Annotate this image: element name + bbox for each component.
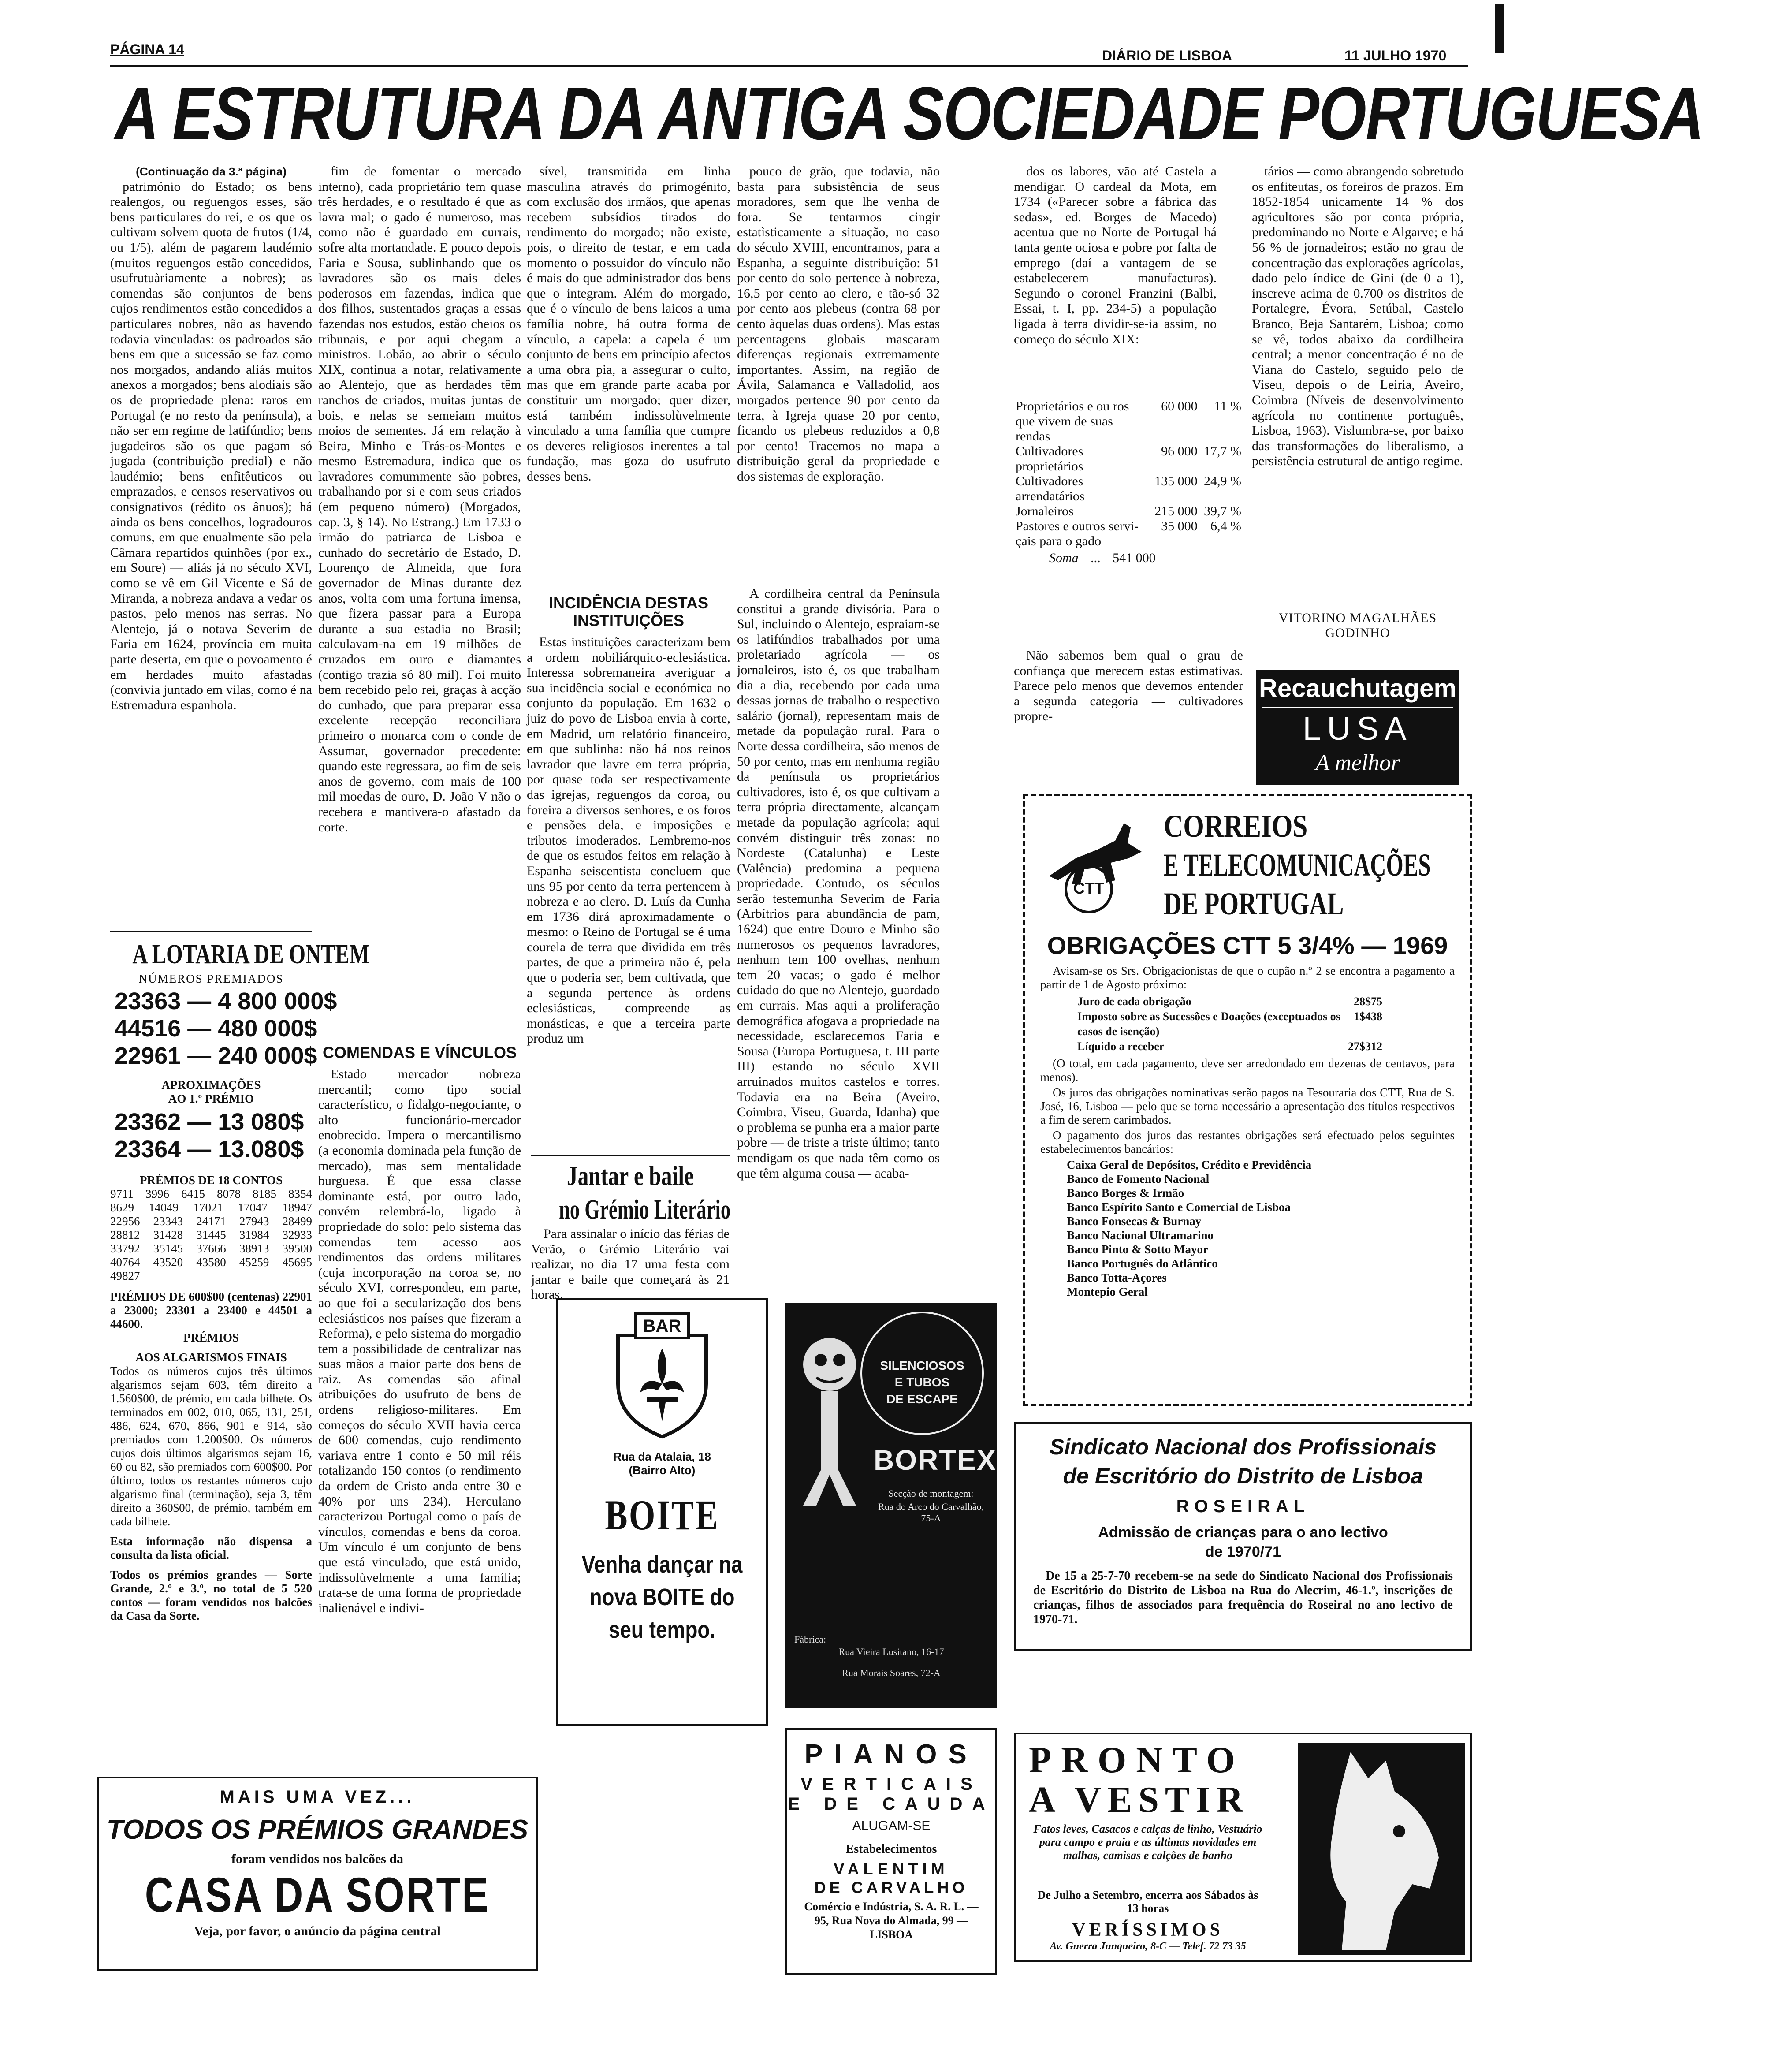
ctt-banks-list: [1067, 1158, 1455, 1299]
pronto-text: Fatos leves, Casacos e calças de linho, Vestuário para campo e praia e as últimas novidades em malhas, camisas e calções de banho: [1033, 1822, 1262, 1862]
ad-slogan: A melhor: [1315, 750, 1400, 775]
article-text: dos os labores, vão até Castela a mendigar. O cardeal da Mota, em 1734 («Parecer sobre a fábrica das sedas», ed. Borges de Macedo) acentua que no Norte de Portugal há tanta gente ociosa e pobre por falta de emprego (daí a vantagem de se estabelecerem manufacturas). Segundo o coronel Franzini (Balbi, Essai, t. I, pp. 234-5) a população ligada à terra dividir-se-ia assim, no começo do século XIX:: [1014, 164, 1217, 347]
bank-item: Banco Espírito Santo e Comercial de Lisboa: [1067, 1200, 1291, 1214]
ctt-row-label: Imposto sobre as Sucessões e Doações (exceptuados os casos de isenção): [1077, 1010, 1340, 1038]
page-number: PÁGINA 14: [110, 41, 184, 57]
bortex-fabrica-label: Fábrica:: [794, 1634, 826, 1645]
approx-list: [110, 1108, 312, 1163]
lottery-number: 23364: [115, 1136, 181, 1163]
sindicato-title-2: de Escritório do Distrito de Lisboa: [1063, 1464, 1423, 1488]
prizes600: PRÉMIOS DE 600$00 (centenas) 22901 a 23000; 23301 a 23400 e 44501 a 44600.: [110, 1290, 312, 1330]
casa-line-2: TODOS OS PRÉMIOS GRANDES: [106, 1815, 529, 1845]
table-cell-label: Cultivadores proprietários: [1016, 444, 1083, 473]
ctt-table-row: [1076, 1009, 1384, 1039]
casa-brand: CASA DA SORTE: [145, 1868, 490, 1922]
casa-line: MAIS UMA VEZ...: [220, 1787, 415, 1807]
lottery-number: 23362: [115, 1109, 181, 1135]
pianos-line-4: ALUGAM-SE: [852, 1819, 931, 1833]
pronto-address: Av. Guerra Junqueiro, 8-C — Telef. 72 73 35: [1050, 1941, 1246, 1952]
sindicato-body: De 15 a 25-7-70 recebem-se na sede do Sindicato Nacional dos Profissionais de Escritório do Distrito de Lisboa na Rua do Alecrim, 46-1.º, inscrições de crianças, filhos de associados para frequência do Roseiral no ano lectivo de 1970-71.: [1033, 1569, 1453, 1626]
article-col-1: [110, 164, 312, 922]
newspaper-name: DIÁRIO DE LISBOA: [1102, 48, 1232, 63]
badge-line: SILENCIOSOS: [880, 1359, 964, 1372]
headline-wrap: [115, 71, 1772, 163]
pronto-a-vestir-ad: [1014, 1733, 1472, 1962]
article-col-2b: [318, 1036, 521, 1711]
casa-line-3: foram vendidos nos balcões da: [231, 1852, 404, 1866]
table-cell-pct: 39,7 %: [1204, 504, 1241, 518]
algar-text: Todos os números cujos três últimos algarismos sejam 603, têm direito a 1.560$00, de prémio, em cada bilhete. Os terminados em 002, 010, 065, 131, 251, 486, 624, 670, 866, 901 e 914, são premiados com 1.200$00. Os números cujos dois últimos algarismos sejam 16, 60 ou 82, são premiados com 600$00. Por último, todos os restantes números cujo algarismo final (terminação), seja 3, têm direito a 360$00, de prémio, também em cada bilhete.: [110, 1364, 312, 1528]
ctt-title-block: [1164, 807, 1545, 923]
lottery-prize: 240 000$: [218, 1043, 317, 1069]
ctt-payment-table: [1076, 994, 1384, 1054]
ctt-title-3: DE PORTUGAL: [1164, 886, 1344, 921]
jantar-body: Para assinalar o início das férias de Verão, o Grémio Literário vai realizar, no dia 17 uma festa com jantar e baile que começará às 21 horas.: [531, 1226, 730, 1302]
bank-item: Banco Nacional Ultramarino: [1067, 1229, 1214, 1242]
rule: [110, 931, 312, 932]
ad-line: Recauchutagem: [1258, 674, 1457, 703]
bar-address-2: (Bairro Alto): [629, 1464, 696, 1477]
article-text: pouco de grão, que todavia, não basta para subsistência de seus moradores, sem que lhe venha de fora. Se tentarmos cingir estatìsticamente a situação, no caso do século XVIII, encontramos, para a Espanha, a seguinte distribuição: 51 por cento do solo pertence à nobreza, 16,5 por cento ao clero, e tão-só 32 por cento aos plebeus (contra 68 por cento àquelas duas ordens). Mas estas percentagens globais mascaram diferenças regionais extremamente importantes. Assim, na região de Ávila, Salamanca e Valladolid, aos morgados pertence 90 por cento da terra, à Igreja quase 20 por cento, ficando os plebeus reduzidos a 0,8 por cento! Tracemos no mapa a distribuição geral da propriedade e dos sistemas de exploração.: [737, 164, 940, 484]
ctt-p1: (O total, em cada pagamento, deve ser arredondado em dezenas de centavos, para menos).: [1040, 1057, 1455, 1084]
article-text: fim de fomentar o mercado interno), cada proprietário tem quase três herdades, e o resultado é que as lavra mal; o gado é numeroso, mas como não é guardado em currais, sofre alta mortandade. E pouco depois Faria e Sousa, sublinhando que os lavradores são os mais deles poderosos em fazendas, indica que dos filhos, sustentados graças a essas fazendas nos estudos, estão cheios os tribunais, e por aqui chegam a ministros. Lobão, ao abrir o século XIX, continua a notar, relativamente ao Alentejo, que as herdades têm ranchos de criados, muitas juntas de bois, e nelas se semeiam muitos moios de sementes. Já em relação à Beira, Minho e Trás-os-Montes e mesmo Estremadura, indica que os lavradores comummente são pobres, trabalhando por si e com seus criados (em pequeno número) (Morgados, cap. 3, § 14). No Estrang.) Em 1733 o irmão do patriarca de Lisboa e cunhado do secretário de Estado, D. Lourenço de Almeida, que fora governador de Minas durante dez anos, volta com uma fortuna imensa, que fizera passar para a Europa durante a sua estadia no Brasil; calculavam-na em 19 milhões de cruzados em ouro e diamantes (contigo trazia só 80 mil). Foi muito bem recebido pelo rei, graças à acção do cunhado, que para preparar essa excelente recepção reconciliara primeiro o monarca com o conde de Assumar, governador precedente: quando este regressara, ao fim de seis anos de governo, com mais de 100 mil moedas de ouro, D. João V não o recebera e mantivera-o afastado da corte.: [318, 164, 521, 835]
article-col-3: [527, 164, 730, 587]
ctt-table-row: [1076, 1039, 1384, 1054]
bank-item: Banco Pinto & Sotto Mayor: [1067, 1243, 1208, 1256]
ctt-p2: Os juros das obrigações nominativas serão pagos na Tesouraria dos CTT, Rua de S. José, 16, Lisboa — pelo que se torna necessário a apresentação dos títulos respectivos a fim de serem carimbados.: [1040, 1086, 1455, 1126]
lottery-prize: 13 080$: [218, 1109, 304, 1135]
bar-sign: BAR: [643, 1316, 681, 1336]
bortex-footer: [785, 1567, 997, 1708]
table-cell-label: Proprietários e ou ros que vivem de suas rendas: [1016, 399, 1129, 443]
bortex-trucks: [794, 1580, 988, 1633]
pronto-addr: Av. Guerra Junqueiro, 8-C: [1050, 1941, 1167, 1952]
table-cell-value: 215 000: [1154, 504, 1198, 518]
section-heading: COMENDAS E VÍNCULOS: [322, 1043, 517, 1062]
casa-da-sorte-ad: [97, 1777, 538, 1971]
header-rule: [110, 65, 1468, 67]
bank-item: Banco de Fomento Nacional: [1067, 1172, 1210, 1185]
article-col-3b: [527, 586, 730, 1151]
pianos-line-6: VALENTIM: [834, 1860, 949, 1878]
article-text: sível, transmitida em linha masculina através do primogénito, com exclusão dos irmãos, que apenas recebem subsídios tirados do rendimento do morgado; não existe, pois, o direito de testar, e em cada momento o possuidor do vínculo não é mais do que administrador dos bens que o integram. Além do morgado, que é o vínculo de bens laicos a uma família nobre, há outra forma de vínculo, a capela: a capela é um conjunto de bens em princípio afectos a uma obra pia, a assegurar o culto, mas que em grande parte acaba por constituir um morgado; quer dizer, está também indissolùvelmente vinculado a uma família que cumpre os deveres religiosos inerentes a tal fundação, mas goza do usufruto desses bens.: [527, 164, 730, 484]
table-row: [1014, 474, 1243, 504]
pronto-line: PRONTO: [1029, 1740, 1245, 1781]
article-col-4: [737, 164, 940, 587]
edge-mark: [1495, 4, 1504, 53]
rule: [531, 1155, 730, 1156]
ctt-logo-text: CTT: [1073, 879, 1104, 897]
pianos-ad: [785, 1728, 997, 1975]
article-text: A cordilheira central da Península constitui a grande divisória. Para o Sul, incluindo o Alentejo, espraiam-se os latifúndios trabalhados por uma proletariado agrícola — os jornaleiros, isto é, os que trabalham dia a dia, recebendo por cada uma dessas jornas de trabalho o respectivo salário (jornal), representam mais de metade da população rural. Para o Norte dessa cordilheira, são menos de 50 por cento, mas em nenhuma região da península os proprietários cultivadores, isto é, os que cultivam a terra própria directamente, alcançam metade da população agrícola; aqui convém distinguir três zonas: no Nordeste (Catalunha) e Leste (Valência) predomina a pequena propriedade. Contudo, os séculos serão testemunha Severim de Faria (Arbítrios para abundância de pam, 1624) que entre Douro e Minho são numerosos os pequenos lavradores, nenhum tem 100 ovelhas, nenhum tem 20 vacas; o gado é melhor cuidado do que no Alentejo, guardado em currais. Mas aqui a proliferação demográfica afogava a propriedade na necessidade, esclarecemos Faria e Sousa (Europa Portuguesa, t. III parte III) estando no século XVII arruinados muitos castelos e torres. Todavia era na Beira (Aveiro, Coimbra, Viseu, Guarda, Idanha) que o problema se punha era a maior parte pobre — de triste a triste último; tanto mendigam os que nada têm como os que têm alguma cousa — acaba-: [737, 586, 940, 1181]
sindicato-sub-2: de 1970/71: [1205, 1543, 1281, 1560]
recauchutagem-ad: [1256, 670, 1459, 785]
jantar-title: Jantar e baile: [566, 1161, 694, 1191]
bortex-line-2: Rua do Arco do Carvalhão, 75-A: [878, 1501, 984, 1524]
pianos-line: PIANOS: [804, 1739, 978, 1770]
author-signature: VITORINO MAGALHÃES GODINHO: [1278, 611, 1437, 640]
lottery-sorte: Todos os prémios grandes — Sorte Grande, 2.º e 3.º, no total de 5 520 contos — foram vendidos nos balcões da Casa da Sorte.: [110, 1568, 312, 1622]
sindicato-title: Sindicato Nacional dos Profissionais: [1050, 1435, 1437, 1459]
table-row: [1014, 444, 1243, 474]
bank-item: Montepio Geral: [1067, 1285, 1148, 1298]
lottery-number: 44516: [115, 1015, 181, 1042]
lottery-dash: —: [181, 1015, 218, 1042]
lottery-prize: 4 800 000$: [218, 988, 337, 1014]
section-heading: INCIDÊNCIA DESTAS INSTITUIÇÕES: [548, 594, 709, 630]
article-text: Estado mercador nobreza mercantil; como tipo social característico, o fidalgo-negociante, o alto funcionário-mercador enobrecido. Impera o mercantilismo (a economia dominada pela função de mercado), mas sem mentalidade burguesa. É que essa classe dominante está, por outro lado, convém relembrá-lo, ligado à propriedade do solo: pelo sistema das comendas tem acesso aos rendimentos das ordens militares (cuja incorporação na coroa se, no século XVI, correspondeu, em parte, ao que foi a secularização dos bens eclesiásticos nos países que fizeram a Reforma), e pelo sistema do morgadio tem a possibilidade de centralizar nas suas mãos a maior parte dos bens de raiz. As comendas são afinal atribuições do usufruto de bens de ordens religioso-militares. Em começos do século XVII havia cerca de 600 comendas, cujo rendimento variava entre 1 conto e 50 mil réis totalizando 150 contos (o rendimento da ordem de Cristo anda entre 30 e 40% por uns 234). Herculano caracterizou Portugal como o país de vínculos, comendas e bens da coroa. Um vínculo é um conjunto de bens que está vinculado, que está unido, indissolùvelmente a uma família; trata-se de uma forma de propriedade inalienável e indivi-: [318, 1067, 521, 1615]
bank-item: Caixa Geral de Depósitos, Crédito e Previdência: [1067, 1158, 1312, 1171]
lottery-number: 22961: [115, 1043, 181, 1069]
lottery-number-row: [115, 988, 337, 1015]
approx-title: APROXIMAÇÕES: [161, 1078, 261, 1092]
lottery-dash: —: [181, 1043, 218, 1069]
sindicato-sub: Admissão de crianças para o ano lectivo: [1098, 1524, 1388, 1541]
ctt-p3: O pagamento dos juros das restantes obrigações será efectuado pelos seguintes estabelecimentos bancários:: [1040, 1129, 1455, 1155]
table-cell-value: 60 000: [1161, 399, 1198, 414]
prizes18-title: PRÉMIOS DE 18 CONTOS: [139, 1174, 283, 1187]
population-table: [1014, 399, 1243, 646]
article-col-2: [318, 164, 521, 1041]
bortex-name: BORTEX: [874, 1444, 997, 1476]
bar-boite-ad: [556, 1298, 768, 1726]
jantar-notice: [531, 1159, 731, 1302]
pianos-line-2: VERTICAIS: [800, 1774, 982, 1794]
total-value: 541 000: [1113, 551, 1156, 565]
total-label: Soma: [1049, 551, 1079, 565]
table-cell-pct: 6,4 %: [1210, 519, 1241, 533]
total-dots: ...: [1091, 551, 1101, 565]
ad-brand: LUSA: [1303, 710, 1413, 747]
article-text: património do Estado; os bens realengos, ou reguengos esses, são bens particulares do rei, e os que os cultivam solvem quota de frutos (1/4, ou 1/5), além de pagarem laudémio (muitos reguengos estão concedidos, usufrutuàriamente a nobres); as comendas são conjuntos de bens cujos rendimentos estão concedidos a particulares nobres, não as havendo todavia vinculadas: os padroados são bens em que a sucessão se faz como nos morgados, andando aliás muitos anexos a morgados; bens alodiais são os de propriedade plena: raros em Portugal (e no resto da península), a não ser em regime de latifúndio; bens jugadeiros são os que pagam só jugada (contribuição predial) e não laudémio; bens enfitêuticos ou emprazados, e censos reservativos ou consignativos (rédito os ânuos); há ainda os bens concelhos, logradouros comuns, em que enualmente são pela Câmara repartidos quinhões (por ex., em Soure) — aliás já no século XVI, como se vê em Gil Vicente e Sá de Miranda, a nobreza andava a vedar os pastos, pelo menos nas serras. No Alentejo, já o notava Severim de Faria em 1624, província em muita parte deserta, em que o povoamento é em herdades muito afastadas (convivia juntado em vilas, como é na Estremadura espanhola.: [110, 179, 312, 712]
ctt-row-value: 27$312: [1348, 1040, 1382, 1053]
horse-head-icon: [1298, 1743, 1465, 1955]
lottery-number-row: [115, 1108, 312, 1136]
table-cell-value: 96 000: [1161, 444, 1198, 458]
pronto-line-2: A VESTIR: [1029, 1779, 1250, 1820]
pronto-tel: Telef. 72 73 35: [1182, 1941, 1246, 1952]
lottery-prize: 13.080$: [218, 1136, 304, 1163]
pianos-line-3: E DE CAUDA: [788, 1794, 995, 1814]
bortex-sede: Rua Morais Soares, 72-A: [842, 1667, 941, 1678]
pianos-line-8: Comércio e Indústria, S. A. R. L. — 95, Rua Nova do Almada, 99 — LISBOA: [804, 1900, 979, 1941]
pronto-hours: De Julho a Setembro, encerra aos Sábados às 13 horas: [1037, 1889, 1258, 1915]
badge-line: DE ESCAPE: [886, 1392, 958, 1406]
article-text: Estas instituições caracterizam bem a ordem nobiliárquico-eclesiástica. Interessa sobremaneira averiguar a sua incidência social e económica no conjunto da população. Em 1632 o juiz do povo de Lisboa envia à corte, em Madrid, um relatório financeiro, em que sublinha: não há nos reinos lavrador que lavre em terra própria, por quase toda ser respectivamente das igrejas, reguengos da coroa, ou foreira a diversos senhores, e os foros e pensões dela, e imposições e tributos imoderados. Lembremo-nos de que os estudos feitos em relação à Espanha seiscentista concluem que uns 95 por cento da terra pertencem à nobreza e ao clero. D. Luís da Cunha em 1736 dirá aproximadamente o mesmo: o Reino de Portugal se é uma courela de terra que dividida em três partes, de que a primeira não é, pela que o poderia ser, bem cultivada, que a segunda pertence às ordens eclesiásticas, compreende as monásticas, e que a terceira parte produz um: [527, 635, 730, 1046]
ctt-title-1: CORREIOS: [1164, 809, 1308, 844]
ctt-row-value: 28$75: [1354, 995, 1382, 1008]
lottery-note: Esta informação não dispensa a consulta da lista oficial.: [110, 1535, 312, 1561]
table-cell-label: Jornaleiros: [1016, 504, 1074, 518]
lottery-dash: —: [181, 988, 218, 1014]
table-cell-label: Cultivadores arrendatários: [1016, 474, 1085, 503]
lottery-dash: —: [181, 1109, 218, 1135]
premios-title: PRÉMIOS: [183, 1331, 239, 1344]
article-col-6: [1252, 164, 1463, 605]
issue-date: 11 JULHO 1970: [1344, 48, 1447, 63]
article-text: Não sabemos bem qual o grau de confiança que merecem estas estimativas. Parece pelo menos que devemos entender a segunda categoria — cultivadores propre-: [1014, 648, 1243, 724]
sindicato-ad: [1014, 1422, 1472, 1651]
ctt-text-2: [1040, 1057, 1455, 1156]
algar-title: AOS ALGARISMOS FINAIS: [135, 1351, 287, 1364]
table-cell-pct: 24,9 %: [1204, 474, 1241, 488]
approx-subtitle: AO 1.º PRÉMIO: [168, 1092, 254, 1105]
bortex-ad: [785, 1303, 997, 1567]
prizes18-list: 9711 3996 6415 8078 8185 8354 8629 14049 17021 17047 18947 22956 23343 24171 27943 28499 28812 31428 31445 31984 32933 33792 35145 37666 38913 39500 40764 43520 43580 45259 45695 49827: [110, 1187, 312, 1282]
bank-item: Banco Fonsecas & Burnay: [1067, 1215, 1202, 1228]
table-cell-label: Pastores e outros servi- çais para o gado: [1016, 519, 1139, 548]
ctt-row-label: Líquido a receber: [1077, 1040, 1165, 1053]
article-col-5b: [1014, 648, 1243, 780]
ctt-title-2: E TELECOMUNICAÇÕES: [1164, 847, 1431, 883]
ctt-ad: [1023, 794, 1472, 1406]
population-table-grid: [1014, 399, 1243, 549]
sindicato-place: ROSEIRAL: [1176, 1497, 1310, 1516]
table-cell-pct: 17,7 %: [1204, 444, 1241, 458]
table-cell-pct: 11 %: [1214, 399, 1241, 414]
lottery-dash: —: [181, 1136, 218, 1163]
lottery-number-row: [115, 1042, 317, 1070]
ctt-intro: Avisam-se os Srs. Obrigacionistas de que o cupão n.º 2 se encontra a pagamento a partir de 1 de Agosto próximo:: [1040, 964, 1455, 991]
fleur-de-lis-icon: [609, 1309, 715, 1441]
ctt-row-label: Juro de cada obrigação: [1077, 995, 1191, 1008]
continuation-note: (Continuação da 3.ª página): [136, 165, 287, 178]
table-total-row: [1014, 551, 1243, 566]
bank-item: Banco Totta-Açores: [1067, 1271, 1167, 1284]
lottery-prize: 480 000$: [218, 1015, 317, 1042]
lottery-title: A LOTARIA DE ONTEM: [132, 939, 370, 969]
ctt-table-row: [1076, 994, 1384, 1009]
lottery-number: 23363: [115, 988, 181, 1014]
bar-title: BOITE: [605, 1491, 719, 1539]
table-cell-value: 35 000: [1161, 519, 1198, 533]
table-row: [1014, 399, 1243, 444]
lottery-box: [110, 939, 370, 1706]
pianos-line-5: Estabelecimentos: [845, 1842, 937, 1856]
bank-item: Banco Borges & Irmão: [1067, 1186, 1184, 1200]
bar-address: Rua da Atalaia, 18: [613, 1450, 711, 1463]
pronto-name: VERÍSSIMOS: [1072, 1920, 1224, 1940]
sindicato-text: [1033, 1569, 1453, 1627]
article-text: tários — como abrangendo sobretudo os enfiteutas, os foreiros de prazos. Em 1852-1854 unicamente 14 % dos agricultores são por conta própria, predominando no Norte e Algarve; e há 56 % de jornadeiros; estão no grau de concentração das explorações agrícolas, dado pelo índice de Gini (de 0 a 1), inscreve acima de 0.700 os distritos de Portalegre, Évora, Setúbal, Castelo Branco, Beja Santarém, Lisboa; como se vê, todos abaixo da cordilheira central; a menor concentração é no de Viana do Castelo, seguido pelo de Viseu, depois o de Leiria, Aveiro, Coimbra (Níveis de desenvolvimento agrícola no continente português, Lisboa, 1963). Vislumbra-se, por baixo das transformações do liberalismo, a persistência estrutural de antigo regime.: [1252, 164, 1463, 469]
lottery-number-row: [115, 1136, 312, 1163]
bank-item: Banco Português do Atlântico: [1067, 1257, 1218, 1270]
lottery-top-list: [110, 988, 337, 1070]
table-row: [1014, 504, 1243, 519]
lottery-number-row: [115, 1015, 317, 1042]
bortex-badge: [860, 1312, 984, 1435]
casa-line-5: Veja, por favor, o anúncio da página central: [194, 1924, 441, 1938]
article-col-5: [1014, 164, 1217, 398]
horse-rider-icon: [1040, 810, 1150, 920]
jantar-title-2: no Grémio Literário: [559, 1195, 731, 1225]
exhaust-mascot-icon: [790, 1329, 869, 1514]
ctt-header: [1040, 807, 1455, 923]
bar-text: Venha dançar na nova BOITE do seu tempo.: [581, 1551, 743, 1643]
headline: A ESTRUTURA DA ANTIGA SOCIEDADE PORTUGUESA: [115, 72, 1704, 156]
ctt-obrigacoes: OBRIGAÇÕES CTT 5 3/4% — 1969: [1047, 932, 1448, 959]
badge-line: E TUBOS: [894, 1375, 950, 1389]
ctt-text: [1040, 964, 1455, 991]
article-col-4b: [737, 586, 940, 1283]
table-row: [1014, 519, 1243, 549]
bortex-fabrica: Rua Vieira Lusitano, 16-17: [838, 1646, 944, 1657]
jantar-text: [531, 1226, 730, 1302]
lottery-subtitle: NÚMEROS PREMIADOS: [138, 972, 284, 985]
pianos-line-7: DE CARVALHO: [814, 1878, 968, 1897]
ctt-row-value: 1$438: [1354, 1010, 1382, 1023]
table-cell-value: 135 000: [1154, 474, 1198, 488]
bortex-line: Secção de montagem:: [888, 1488, 974, 1499]
